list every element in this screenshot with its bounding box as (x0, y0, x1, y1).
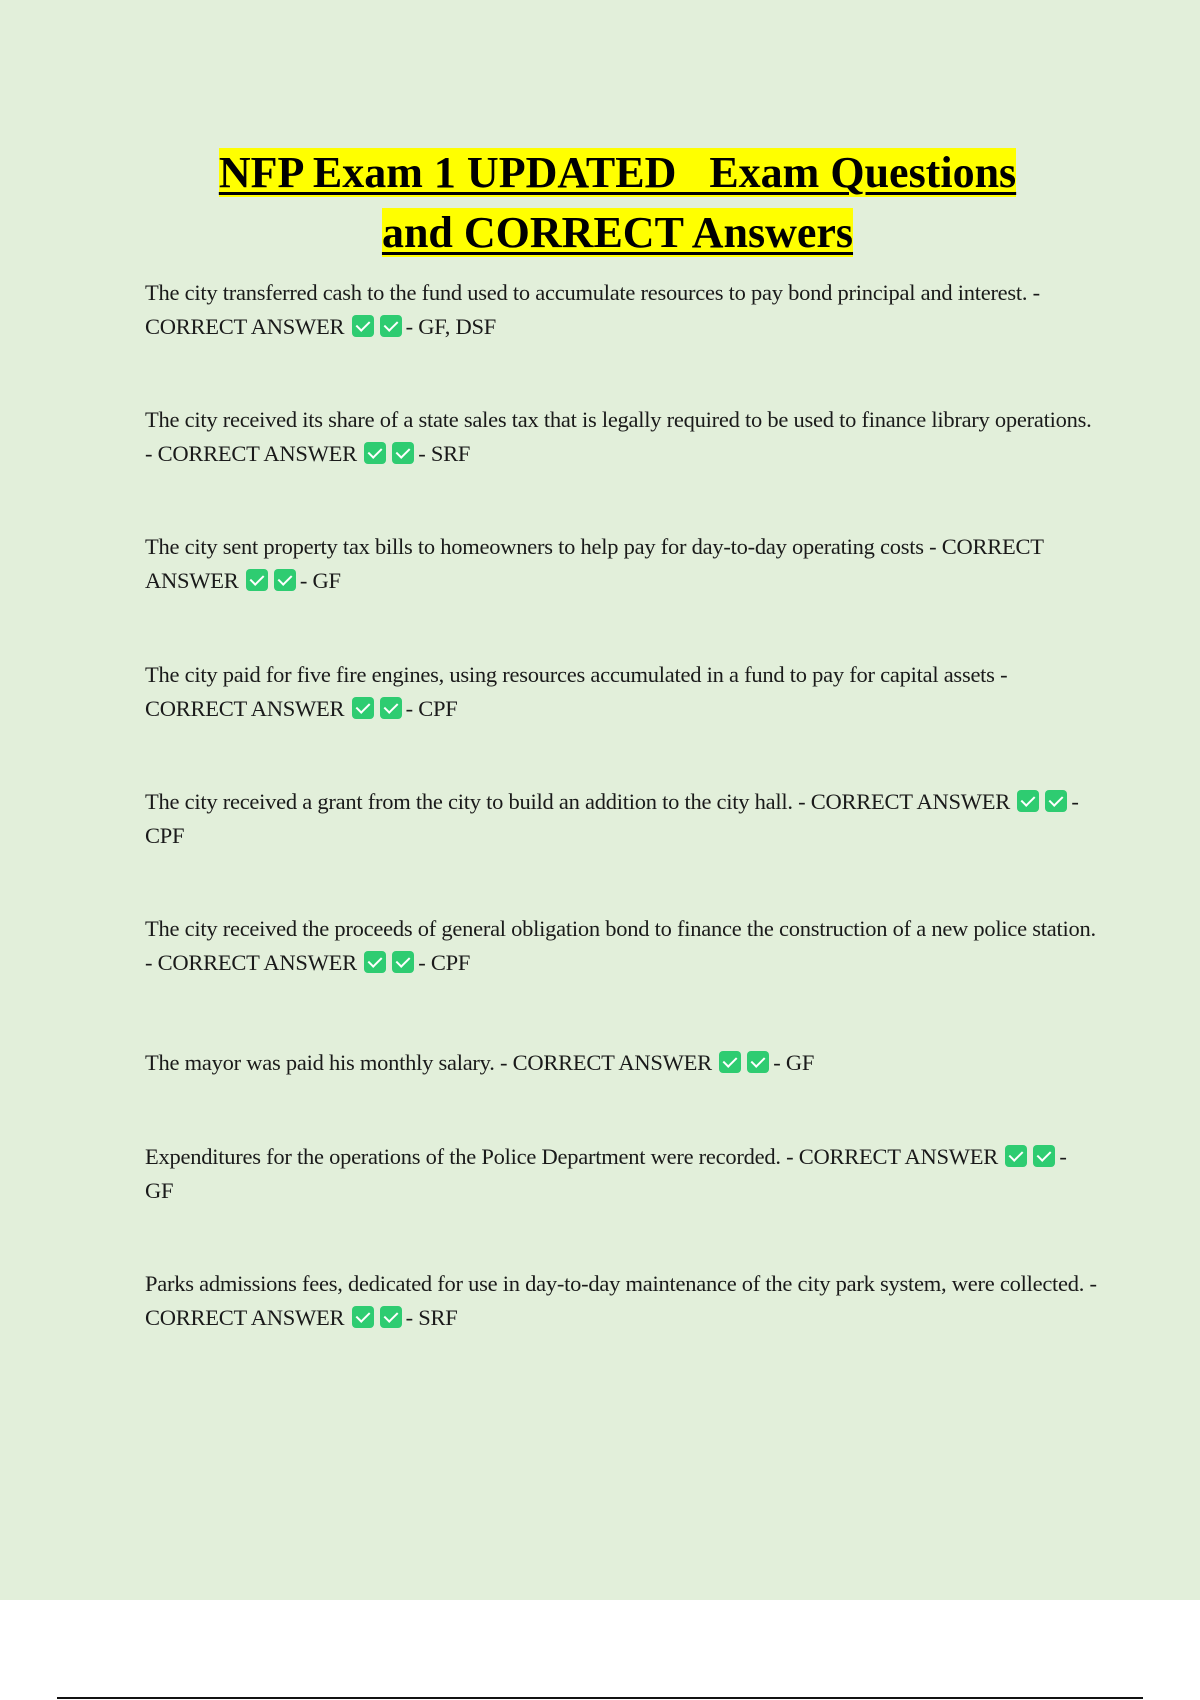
page-divider (57, 1697, 1143, 1699)
answer-text: - GF, DSF (405, 314, 496, 339)
answer-text: - GF (773, 1050, 815, 1075)
question-text: The mayor was paid his monthly salary. - CORRECT ANSWER (145, 1050, 712, 1075)
answer-text: - CPF (145, 789, 1079, 848)
check-mark-icon (1045, 790, 1067, 812)
title-line-1: NFP Exam 1 UPDATED Exam Questions (218, 148, 1017, 197)
check-mark-icon (246, 569, 268, 591)
answer-text: - SRF (418, 441, 471, 466)
title-line-2: and CORRECT Answers (381, 208, 854, 257)
question-text: Parks admissions fees, dedicated for use in day-to-day maintenance of the city park system, were collected. - CORRECT ANSWER (145, 1271, 1097, 1330)
qa-item (145, 658, 1100, 726)
document-title (100, 143, 1135, 263)
question-text: The city received its share of a state sales tax that is legally required to be used to finance library operations. - CORRECT ANSWER (145, 407, 1092, 466)
answer-text: - GF (145, 1144, 1067, 1203)
qa-item (145, 1140, 1100, 1208)
qa-item (145, 1046, 1100, 1080)
check-mark-icon (392, 951, 414, 973)
qa-item (145, 276, 1100, 344)
check-mark-icon (1033, 1145, 1055, 1167)
question-text: The city sent property tax bills to homeowners to help pay for day-to-day operating costs - CORRECT ANSWER (145, 534, 1044, 593)
qa-item (145, 403, 1100, 471)
check-mark-icon (380, 315, 402, 337)
check-mark-icon (380, 697, 402, 719)
check-mark-icon (364, 442, 386, 464)
check-mark-icon (392, 442, 414, 464)
qa-item (145, 1267, 1100, 1335)
qa-item (145, 912, 1100, 980)
check-mark-icon (1005, 1145, 1027, 1167)
check-mark-icon (364, 951, 386, 973)
question-text: The city received the proceeds of general obligation bond to finance the construction of a new police station. - CORRECT ANSWER (145, 916, 1096, 975)
answer-text: - CPF (418, 950, 471, 975)
answer-text: - CPF (405, 696, 458, 721)
check-mark-icon (352, 697, 374, 719)
question-text: Expenditures for the operations of the Police Department were recorded. - CORRECT ANSWER (145, 1144, 998, 1169)
answer-text: - GF (299, 568, 341, 593)
check-mark-icon (719, 1051, 741, 1073)
check-mark-icon (1017, 790, 1039, 812)
check-mark-icon (352, 315, 374, 337)
answer-text: - SRF (405, 1305, 458, 1330)
check-mark-icon (747, 1051, 769, 1073)
question-text: The city paid for five fire engines, using resources accumulated in a fund to pay for capital assets - CORRECT ANSWER (145, 662, 1008, 721)
qa-item (145, 785, 1100, 853)
check-mark-icon (380, 1306, 402, 1328)
check-mark-icon (352, 1306, 374, 1328)
qa-item (145, 530, 1100, 598)
check-mark-icon (274, 569, 296, 591)
question-text: The city received a grant from the city to build an addition to the city hall. - CORRECT ANSWER (145, 789, 1011, 814)
question-text: The city transferred cash to the fund used to accumulate resources to pay bond principal and interest. - CORRECT ANSWER (145, 280, 1040, 339)
